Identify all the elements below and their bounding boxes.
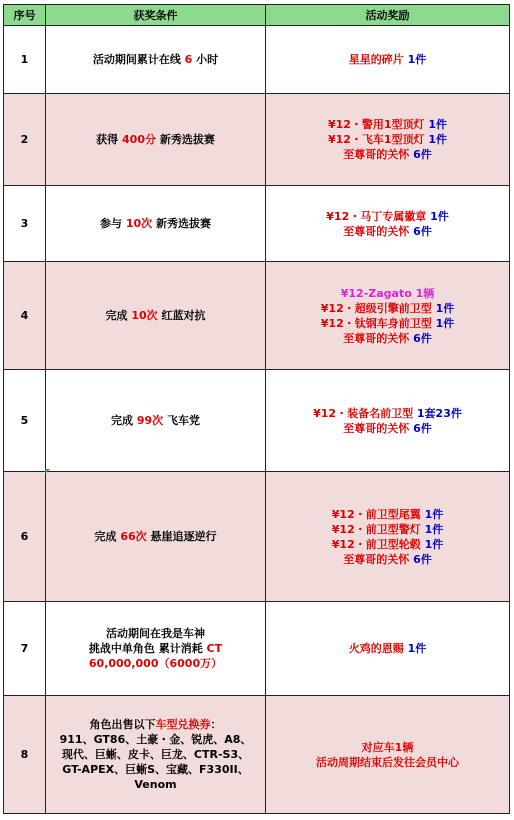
text-segment: 新秀选拔赛 [155,133,215,146]
table-row [4,696,510,814]
text-segment: 获得 [96,133,123,146]
table-row [4,186,510,262]
text-segment: Venom [134,778,177,791]
text-segment: 6件 [409,552,432,566]
condition-cell [46,696,266,814]
condition-cell [46,262,266,370]
reward-cell [266,26,510,94]
text-segment: 红蓝对抗 [157,309,206,322]
row-number: 5 [4,370,46,472]
reward-cell-line [268,421,507,436]
text-segment: 6 [184,53,193,66]
text-segment: 1件 [420,522,444,536]
text-segment: ¥12・钛钢车身前卫型 [320,316,432,330]
reward-cell-line [268,641,507,656]
reward-cell-line [268,537,507,552]
condition-cell-line [48,308,263,323]
condition-cell-line [48,777,263,792]
text-segment: 1件 [420,507,444,521]
condition-cell [46,26,266,94]
reward-cell-line [268,117,507,132]
text-segment: 10次 [125,217,153,230]
condition-cell-line [48,762,263,777]
text-segment: 至尊哥的关怀 [343,331,410,345]
text-segment: 10次 [131,309,158,322]
table-row [4,370,510,472]
condition-cell-line [48,52,263,67]
text-segment: 911、GT86、土豪・金、锐虎、A8、 [59,733,252,746]
text-segment: 完成 [111,414,137,427]
row-number: 6 [4,472,46,602]
condition-cell-line [48,529,263,544]
text-segment: ¥12・前卫型轮毂 [331,537,421,551]
text-segment: 参与 [100,217,126,230]
text-segment: ¥12・马丁专属徽章 [326,209,427,223]
header-condition: 获奖条件 [46,5,266,26]
text-segment: 火鸡的恩赐 [348,642,404,655]
text-segment: 挑战中单角色 累计消耗 [88,642,207,655]
reward-cell [266,472,510,602]
text-segment: 400分 [122,133,156,146]
text-segment: 小时 [192,53,219,66]
table-row [4,602,510,696]
text-segment: ¥12・装备名前卫型 [313,406,414,420]
reward-cell-line [268,132,507,147]
reward-cell [266,262,510,370]
text-segment: ： [210,718,222,731]
text-segment: 活动期间累计在线 [92,53,185,66]
header-reward: 活动奖励 [266,5,510,26]
text-segment: 完成 [94,530,121,543]
reward-cell-line [268,740,507,755]
text-segment: 6件 [409,331,432,345]
text-segment: 1件 [403,642,427,655]
reward-cell-line [268,52,507,67]
text-segment: ¥12・前卫型尾翼 [331,507,421,521]
reward-cell-line [268,552,507,567]
text-segment: 1件 [420,537,444,551]
row-number: 7 [4,602,46,696]
text-segment: 角色出售以下 [89,718,156,731]
text-segment: 6件 [409,224,432,238]
reward-cell-line [268,301,507,316]
condition-cell-line [48,132,263,147]
reward-cell-line [268,286,507,301]
condition-cell [46,186,266,262]
text-segment: 星星的碎片 [348,53,404,66]
condition-cell-line [48,747,263,762]
row-number: 2 [4,94,46,186]
condition-cell [46,602,266,696]
text-segment: CT [206,642,223,655]
text-segment: 活动期间在我是车神 [106,627,205,640]
condition-cell-line [48,216,263,231]
table-row [4,26,510,94]
reward-cell-line [268,507,507,522]
reward-cell [266,94,510,186]
condition-cell [46,370,266,472]
header-row [4,5,510,26]
text-segment: 现代、巨蜥、皮卡、巨龙、CTR-S3、 [61,748,250,761]
table-row [4,262,510,370]
condition-cell-line [48,413,263,428]
reward-cell-line [268,755,507,770]
text-segment: ¥12・前卫型警灯 [331,522,421,536]
condition-cell [46,472,266,602]
row-number: 8 [4,696,46,814]
condition-cell-line [48,717,263,732]
condition-cell-line [48,626,263,641]
condition-cell-line [48,641,263,656]
condition-cell-line [48,732,263,747]
text-segment: 1件 [424,133,448,146]
text-segment: 飞车党 [163,414,200,427]
condition-cell [46,94,266,186]
text-segment: ¥12・超级引擎前卫型 [320,301,432,315]
text-segment: 66次 [120,530,147,543]
text-segment: ¥12-Zagato 1辆 [340,286,435,300]
text-segment: 60,000,000（6000万） [88,657,223,670]
table-row [4,94,510,186]
reward-cell [266,186,510,262]
reward-cell-line [268,406,507,421]
text-segment: 完成 [105,309,132,322]
text-segment: 1件 [403,53,427,66]
reward-cell-line [268,331,507,346]
text-segment: 1件 [431,316,455,330]
reward-cell-line [268,522,507,537]
condition-cell-line [48,656,263,671]
reward-cell [266,602,510,696]
table-body [4,26,510,814]
text-segment: 6件 [409,148,432,161]
text-segment: 车型兑换券 [155,718,211,731]
reward-cell-line [268,147,507,162]
reward-cell [266,696,510,814]
text-segment: 悬崖追逐逆行 [146,530,217,543]
text-segment: 活动周期结束后发往会员中心 [316,755,459,769]
reward-cell-line [268,316,507,331]
text-segment: 至尊哥的关怀 [343,224,410,238]
row-number: 1 [4,26,46,94]
cell-note-marker [45,469,50,474]
text-segment: 至尊哥的关怀 [343,552,410,566]
text-segment: 新秀选拔赛 [152,217,211,230]
text-segment: 99次 [136,414,164,427]
row-number: 4 [4,262,46,370]
table-row [4,472,510,602]
reward-cell-line [268,224,507,239]
text-segment: ¥12・警用1型顶灯 [327,118,425,131]
reward-cell-line [268,209,507,224]
text-segment: 至尊哥的关怀 [343,148,410,161]
text-segment: ¥12・飞车1型顶灯 [327,133,425,146]
text-segment: 1件 [424,118,448,131]
text-segment: 1件 [426,209,449,223]
text-segment: 6件 [409,421,432,435]
text-segment: GT-APEX、巨蜥S、宝藏、F330II、 [62,763,249,776]
header-no: 序号 [4,5,46,26]
text-segment: 对应车1辆 [361,740,414,754]
row-number: 3 [4,186,46,262]
text-segment: 1套23件 [413,406,462,420]
text-segment: 至尊哥的关怀 [343,421,410,435]
text-segment: 1件 [431,301,455,315]
reward-cell [266,370,510,472]
reward-table [3,4,510,814]
